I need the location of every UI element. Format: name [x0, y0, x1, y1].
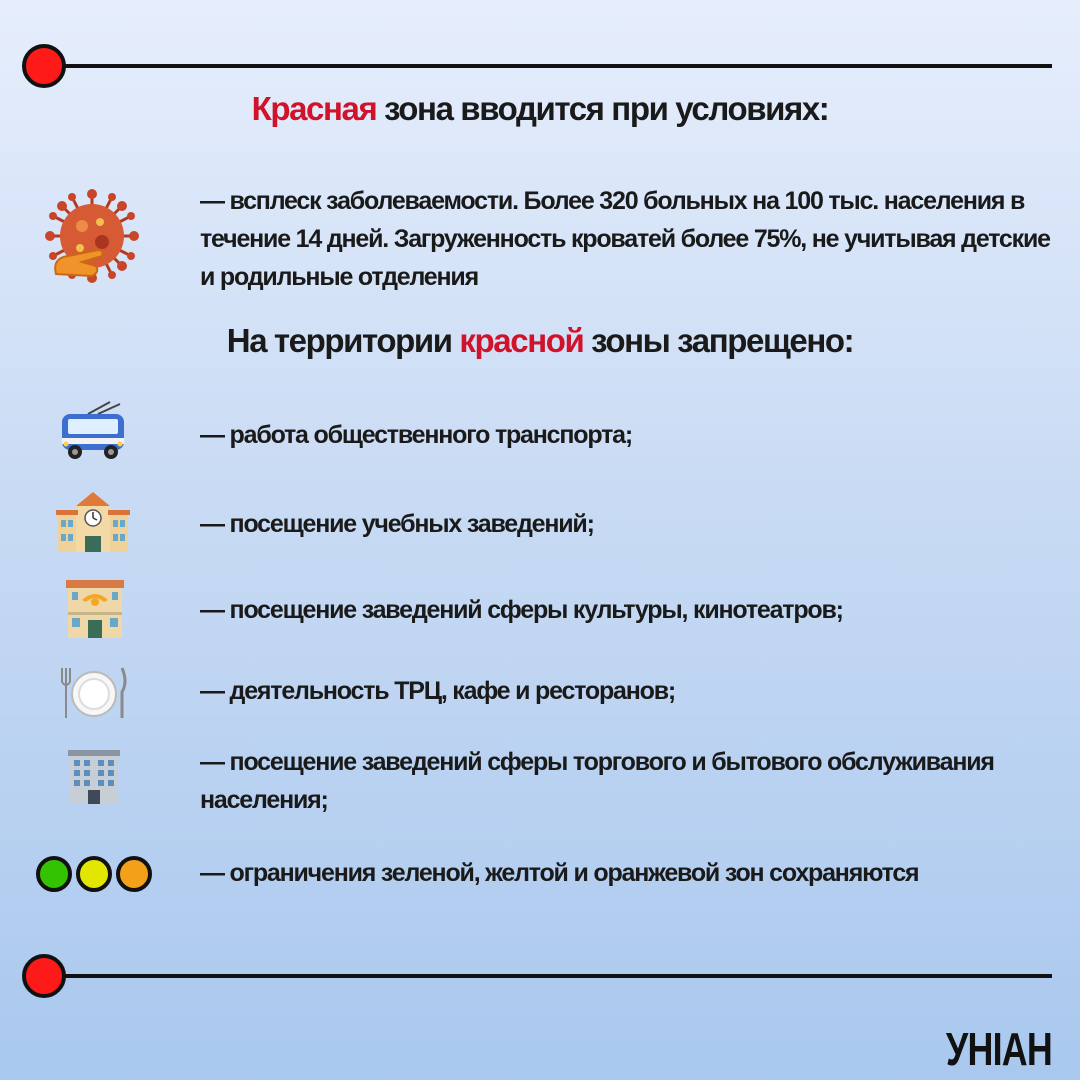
school-icon — [56, 490, 130, 559]
heading-conditions — [0, 90, 1080, 128]
virus-icon — [42, 186, 142, 291]
item-culture: — посещение заведений сферы культуры, кинотеатров; — [200, 596, 843, 624]
trolleybus-icon — [58, 400, 128, 467]
item-restaurants: — деятельность ТРЦ, кафе и ресторанов; — [200, 677, 676, 705]
heading-prohibitions-before: На территории — [226, 322, 460, 359]
heading-conditions-rest: зона вводится при условиях: — [376, 90, 829, 127]
heading-prohibitions-highlight: красной — [459, 322, 584, 359]
heading-prohibitions-after: зоны запрещено: — [583, 322, 854, 359]
unian-logo: УНІАН — [945, 1023, 1052, 1075]
yellow-light-icon — [76, 856, 112, 892]
bottom-rule-line — [50, 974, 1052, 978]
bottom-red-dot — [22, 954, 66, 998]
office-building-icon — [66, 748, 122, 809]
post-office-icon — [64, 578, 126, 645]
item-zone-restrictions: — ограничения зеленой, желтой и оранжевой зон сохраняются — [200, 859, 919, 887]
top-rule-line — [50, 64, 1052, 68]
item-educational: — посещение учебных заведений; — [200, 510, 594, 538]
green-light-icon — [36, 856, 72, 892]
heading-conditions-highlight: Красная — [251, 90, 377, 127]
item-public-transport: — работа общественного транспорта; — [200, 421, 632, 449]
condition-text: — всплеск заболеваемости. Более 320 больных на 100 тыс. населения в течение 14 дней. Загруженность кроватей более 75%, не учитывая детские и родильные отделения — [200, 187, 1050, 291]
plate-cutlery-icon — [60, 664, 128, 727]
traffic-light-icon — [36, 856, 152, 892]
orange-light-icon — [116, 856, 152, 892]
heading-prohibitions — [0, 322, 1080, 360]
item-trade-services: — посещение заведений сферы торгового и бытового обслуживания населения; — [200, 748, 994, 814]
top-red-dot — [22, 44, 66, 88]
